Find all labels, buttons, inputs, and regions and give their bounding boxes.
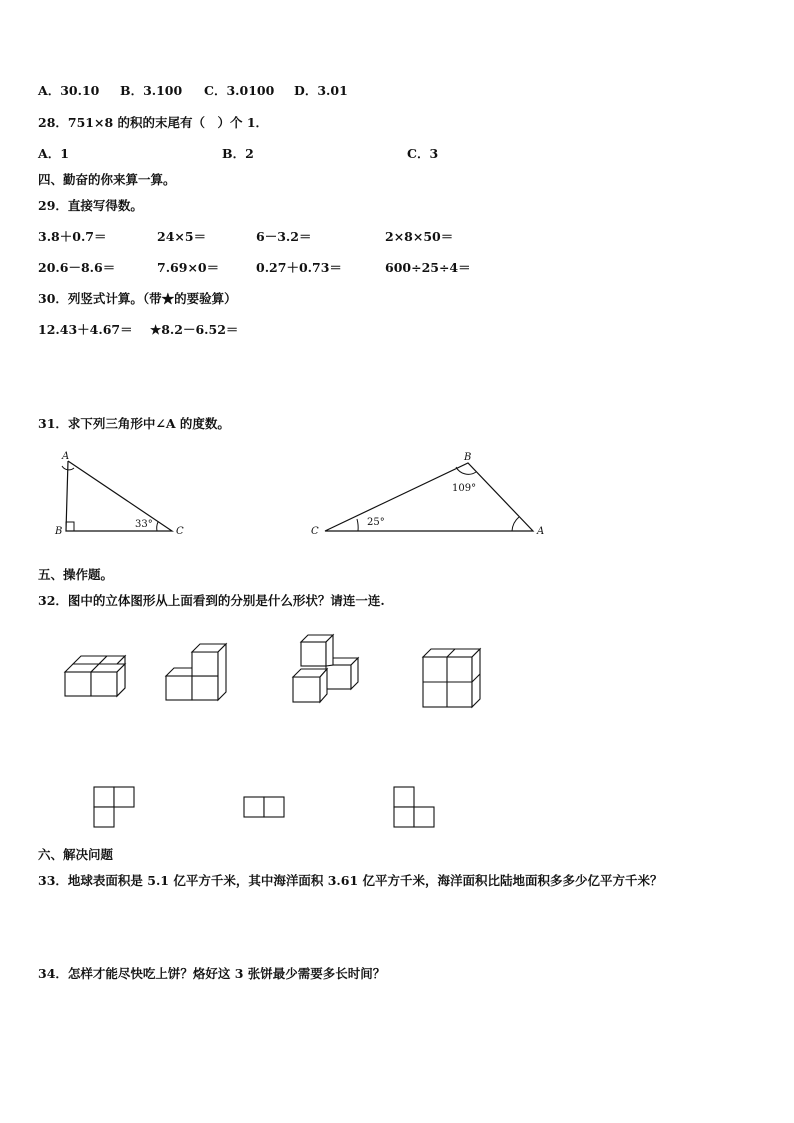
option-c: C．3.0100 (204, 83, 275, 98)
option-b: B．3.100 (120, 83, 183, 98)
angle-b-label: 109° (452, 483, 477, 494)
calc-item: 12.43＋4.67＝ (38, 322, 133, 337)
top-view-3 (394, 787, 434, 827)
option-c: C．3 (407, 146, 439, 161)
vertex-a-label: A (62, 451, 70, 462)
solid-figure-2 (166, 644, 226, 700)
calc-item: 3.8＋0.7＝ (38, 229, 107, 244)
question-29: 29．直接写得数。 (38, 198, 143, 213)
calc-item: 20.6－8.6＝ (38, 260, 116, 275)
vertex-a-label: A (537, 526, 545, 537)
calc-item: 0.27＋0.73＝ (256, 260, 342, 275)
vertex-c-label: C (176, 526, 184, 537)
option-a: A．1 (38, 146, 69, 161)
option-b: B．2 (222, 146, 254, 161)
solid-figure-3 (293, 635, 358, 702)
question-32: 32．图中的立体图形从上面看到的分别是什么形状？请连一连. (38, 593, 385, 608)
question-34: 34．怎样才能尽快吃上饼？烙好这 3 张饼最少需要多长时间？ (38, 966, 386, 981)
calc-item: 6－3.2＝ (256, 229, 312, 244)
question-33: 33．地球表面积是 5.1 亿平方千米，其中海洋面积 3.61 亿平方千米，海洋面积比陆地面积多多少亿平方千米？ (38, 873, 663, 888)
option-d: D．3.01 (294, 83, 348, 98)
section-title: 六、解决问题 (38, 847, 114, 862)
section-title: 四、勤奋的你来算一算。 (38, 172, 176, 187)
angle-c-label: 25° (367, 517, 385, 528)
question-31: 31．求下列三角形中∠A 的度数。 (38, 416, 230, 431)
angle-c-label: 33° (135, 519, 153, 530)
solid-figure-4 (423, 649, 480, 707)
calc-item: 7.69×0＝ (157, 260, 220, 275)
top-view-2 (244, 797, 284, 817)
top-view-1 (94, 787, 134, 827)
vertex-c-label: C (311, 526, 319, 537)
calc-item: 600÷25÷4＝ (385, 260, 471, 275)
calc-item: ★8.2－6.52＝ (150, 322, 239, 337)
vertex-b-label: B (55, 526, 63, 537)
calc-item: 2×8×50＝ (385, 229, 454, 244)
question-28: 28．751×8 的积的末尾有（ ）个 1． (38, 115, 269, 130)
section-title: 五、操作题。 (38, 567, 114, 582)
option-a: A．30.10 (38, 83, 100, 98)
question-30: 30．列竖式计算。（带★的要验算） (38, 291, 237, 306)
solid-figure-1 (65, 656, 125, 696)
calc-item: 24×5＝ (157, 229, 207, 244)
vertex-b-label: B (464, 452, 472, 463)
